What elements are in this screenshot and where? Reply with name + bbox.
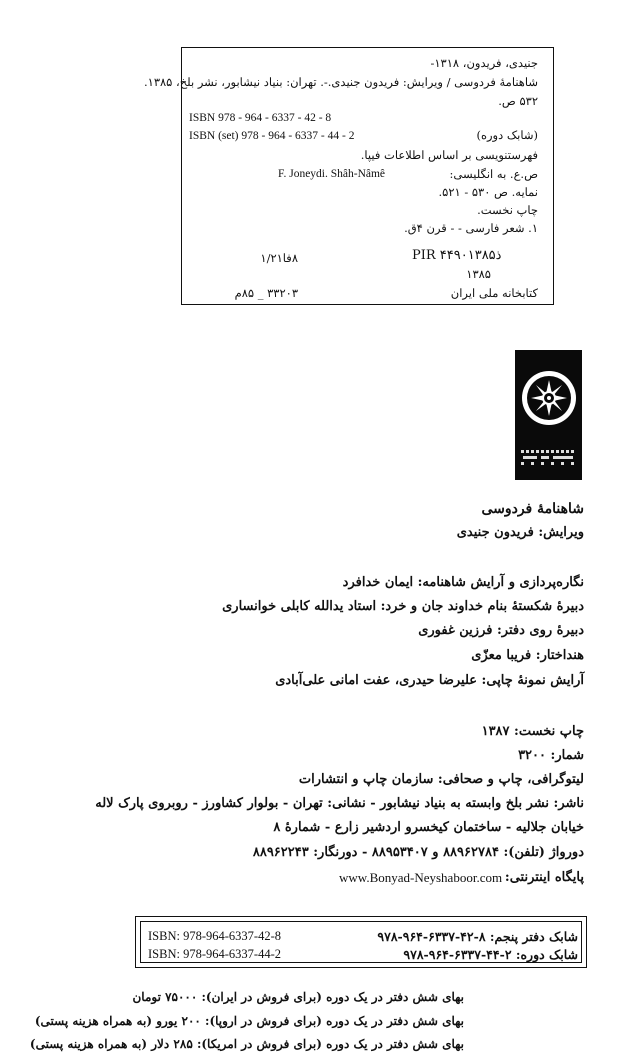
cip-author: جنیدی، فریدون، ۱۳۱۸-	[430, 56, 538, 70]
print-count: شمار: ۳۲۰۰	[518, 748, 584, 763]
cip-english-note: ص.ع. به انگلیسی:	[449, 167, 538, 181]
cip-fipa: فهرستنویسی بر اساس اطلاعات فیپا.	[360, 148, 538, 162]
phone-line: دورواژ (تلفن): ۸۸۹۶۲۷۸۴ و ۸۸۹۵۳۴۰۷ - دورنگار: ۸۸۹۶۲۲۴۳	[252, 845, 584, 860]
cip-pir: PIR ۴۴۹۰۱۳۸۵ذ	[412, 248, 502, 263]
cover-calligraphy-credit: دبیرهٔ روی دفتر: فرزین غفوری	[418, 623, 584, 638]
cip-pages: ۵۳۲ ص.	[498, 94, 538, 108]
price-iran: بهای شش دفتر در یک دوره (برای فروش در ایران): ۷۵۰۰۰ تومان	[132, 990, 464, 1004]
isbn-vol5: ISBN: 978-964-6337-42-8	[148, 929, 281, 943]
layout-credit: آرایش نمونهٔ چاپی: علیرضا حیدری، عفت امانی علی‌آبادی	[275, 673, 584, 688]
cip-isbn: ISBN 978 - 964 - 6337 - 42 - 8	[189, 112, 332, 124]
cip-english-title: F. Joneydi. Shâh-Nâmê	[278, 168, 386, 180]
cip-isbn-set-label: (شابک دوره)	[476, 128, 538, 142]
publisher-address: ناشر: نشر بلخ وابسته به بنیاد نیشابور - نشانی: تهران - بولوار کشاورز - روبروی پارک لاله	[95, 796, 584, 811]
price-america: بهای شش دفتر در یک دوره (برای فروش در امریکا): ۲۸۵ دلار (به همراه هزینه پستی)	[29, 1037, 464, 1051]
isbn-set: ISBN: 978-964-6337-44-2	[148, 947, 281, 961]
cip-index: نمایه. ص ۵۳۰ - ۵۲۱.	[438, 185, 538, 199]
publisher-logo	[515, 350, 582, 480]
production-credit: هنداختار: فریبا معزّی	[471, 648, 584, 663]
design-credit: نگاره‌پردازی و آرایش شاهنامه: ایمان خدافرد	[342, 575, 584, 590]
printing-credit: لیتوگرافی، چاپ و صحافی: سازمان چاپ و انتشارات	[298, 772, 584, 787]
calligraphy-credit: دبیرهٔ شکستهٔ بنام خداوند جان و خرد: استاد یدالله کابلی خوانساری	[222, 599, 584, 614]
publisher-address-cont: خیابان جلالیه - ساختمان کیخسرو اردشیر زارع - شمارهٔ ۸	[273, 820, 584, 835]
website-link[interactable]: www.Bonyad-Neyshaboor.com	[339, 870, 503, 885]
first-print: چاپ نخست: ۱۳۸۷	[481, 724, 584, 739]
cip-subject: ۱. شعر فارسی - - قرن ۴ق.	[404, 221, 538, 235]
cip-dewey: ۸فا۱/۲۱	[260, 251, 298, 265]
website-label: پایگاه اینترنتی:	[504, 870, 584, 885]
price-europe: بهای شش دفتر در یک دوره (برای فروش در اروپا): ۲۰۰ یورو (به همراه هزینه پستی)	[34, 1014, 464, 1028]
cip-library: کتابخانه ملی ایران	[450, 286, 538, 300]
isbn-vol5-label: شابک دفتر پنجم: ۸-۴۲-۶۳۳۷-۹۶۴-۹۷۸	[377, 929, 578, 944]
sun-emblem-icon	[515, 350, 582, 480]
cip-year: ۱۳۸۵	[466, 267, 491, 281]
cip-edition: چاپ نخست.	[477, 203, 538, 217]
cip-title: شاهنامهٔ فردوسی / ویرایش: فریدون جنیدی.-. تهران: بنیاد نیشابور، نشر بلخ، ۱۳۸۵.	[143, 75, 538, 89]
isbn-set-label: شابک دوره: ۲-۴۴-۶۳۳۷-۹۶۴-۹۷۸	[403, 947, 578, 962]
editor-credit: ویرایش: فریدون جنیدی	[456, 525, 584, 540]
cip-isbn-set: ISBN (set) 978 - 964 - 6337 - 44 - 2	[189, 130, 355, 142]
book-title: شاهنامهٔ فردوسی	[481, 501, 584, 517]
cip-record: ۳۳۲۰۳ _ ۸۵م	[234, 286, 298, 300]
